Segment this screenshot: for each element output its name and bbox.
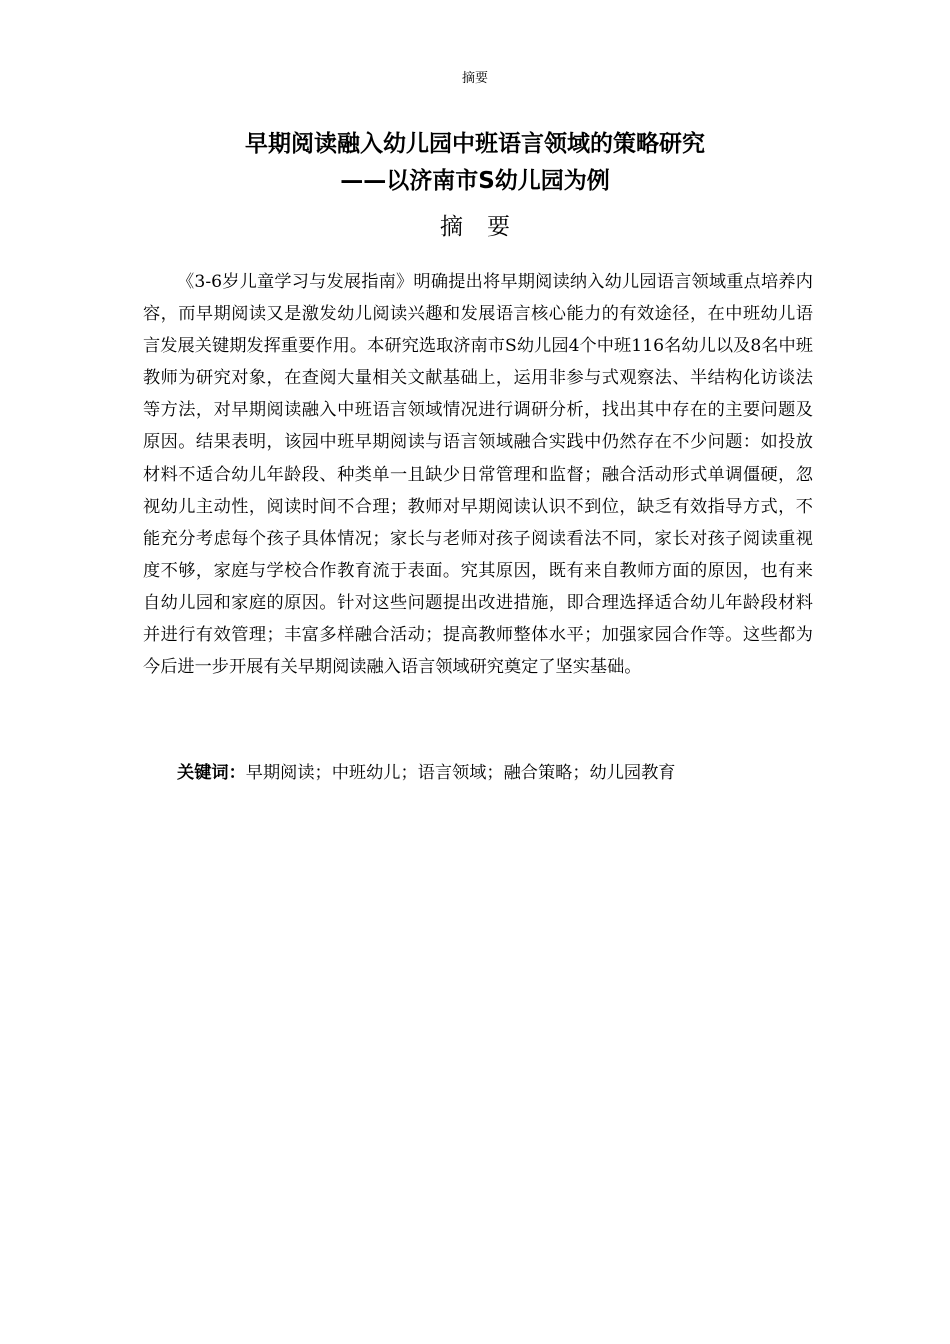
running-header: 摘要 <box>461 71 488 86</box>
thesis-title-main: 早期阅读融入幼儿园中班语言领域的策略研究 <box>245 131 705 157</box>
thesis-title-subtitle: ——以济南市S幼儿园为例 <box>340 168 610 194</box>
thesis-title <box>0 126 950 200</box>
abstract-paragraph: 《3-6岁儿童学习与发展指南》明确提出将早期阅读纳入幼儿园语言领域重点培养内容，而早期阅读又是激发幼儿阅读兴趣和发展语言核心能力的有效途径，在中班幼儿语言发展关键期发挥重要作用。本研究选取济南市S幼儿园4个中班116名幼儿以及8名中班教师为研究对象，在查阅大量相关文献基础上，运用非参与式观察法、半结构化访谈法等方法，对早期阅读融入中班语言领域情况进行调研分析，找出其中存在的主要问题及原因。结果表明，该园中班早期阅读与语言领域融合实践中仍然存在不少问题：如投放材料不适合幼儿年龄段、种类单一且缺少日常管理和监督；融合活动形式单调僵硬，忽视幼儿主动性，阅读时间不合理；教师对早期阅读认识不到位，缺乏有效指导方式，不能充分考虑每个孩子具体情况；家长与老师对孩子阅读看法不同，家长对孩子阅读重视度不够，家庭与学校合作教育流于表面。究其原因，既有来自教师方面的原因，也有来自幼儿园和家庭的原因。针对这些问题提出改进措施，即合理选择适合幼儿年龄段材料并进行有效管理；丰富多样融合活动；提高教师整体水平；加强家园合作等。这些都为今后进一步开展有关早期阅读融入语言领域研究奠定了坚实基础。 <box>143 272 813 678</box>
header-divider <box>143 93 809 94</box>
abstract-heading: 摘要 <box>440 214 534 240</box>
keywords-label: 关键词： <box>177 763 246 783</box>
keywords-line <box>177 760 817 786</box>
keywords-value: 早期阅读；中班幼儿；语言领域；融合策略；幼儿园教育 <box>245 763 676 783</box>
